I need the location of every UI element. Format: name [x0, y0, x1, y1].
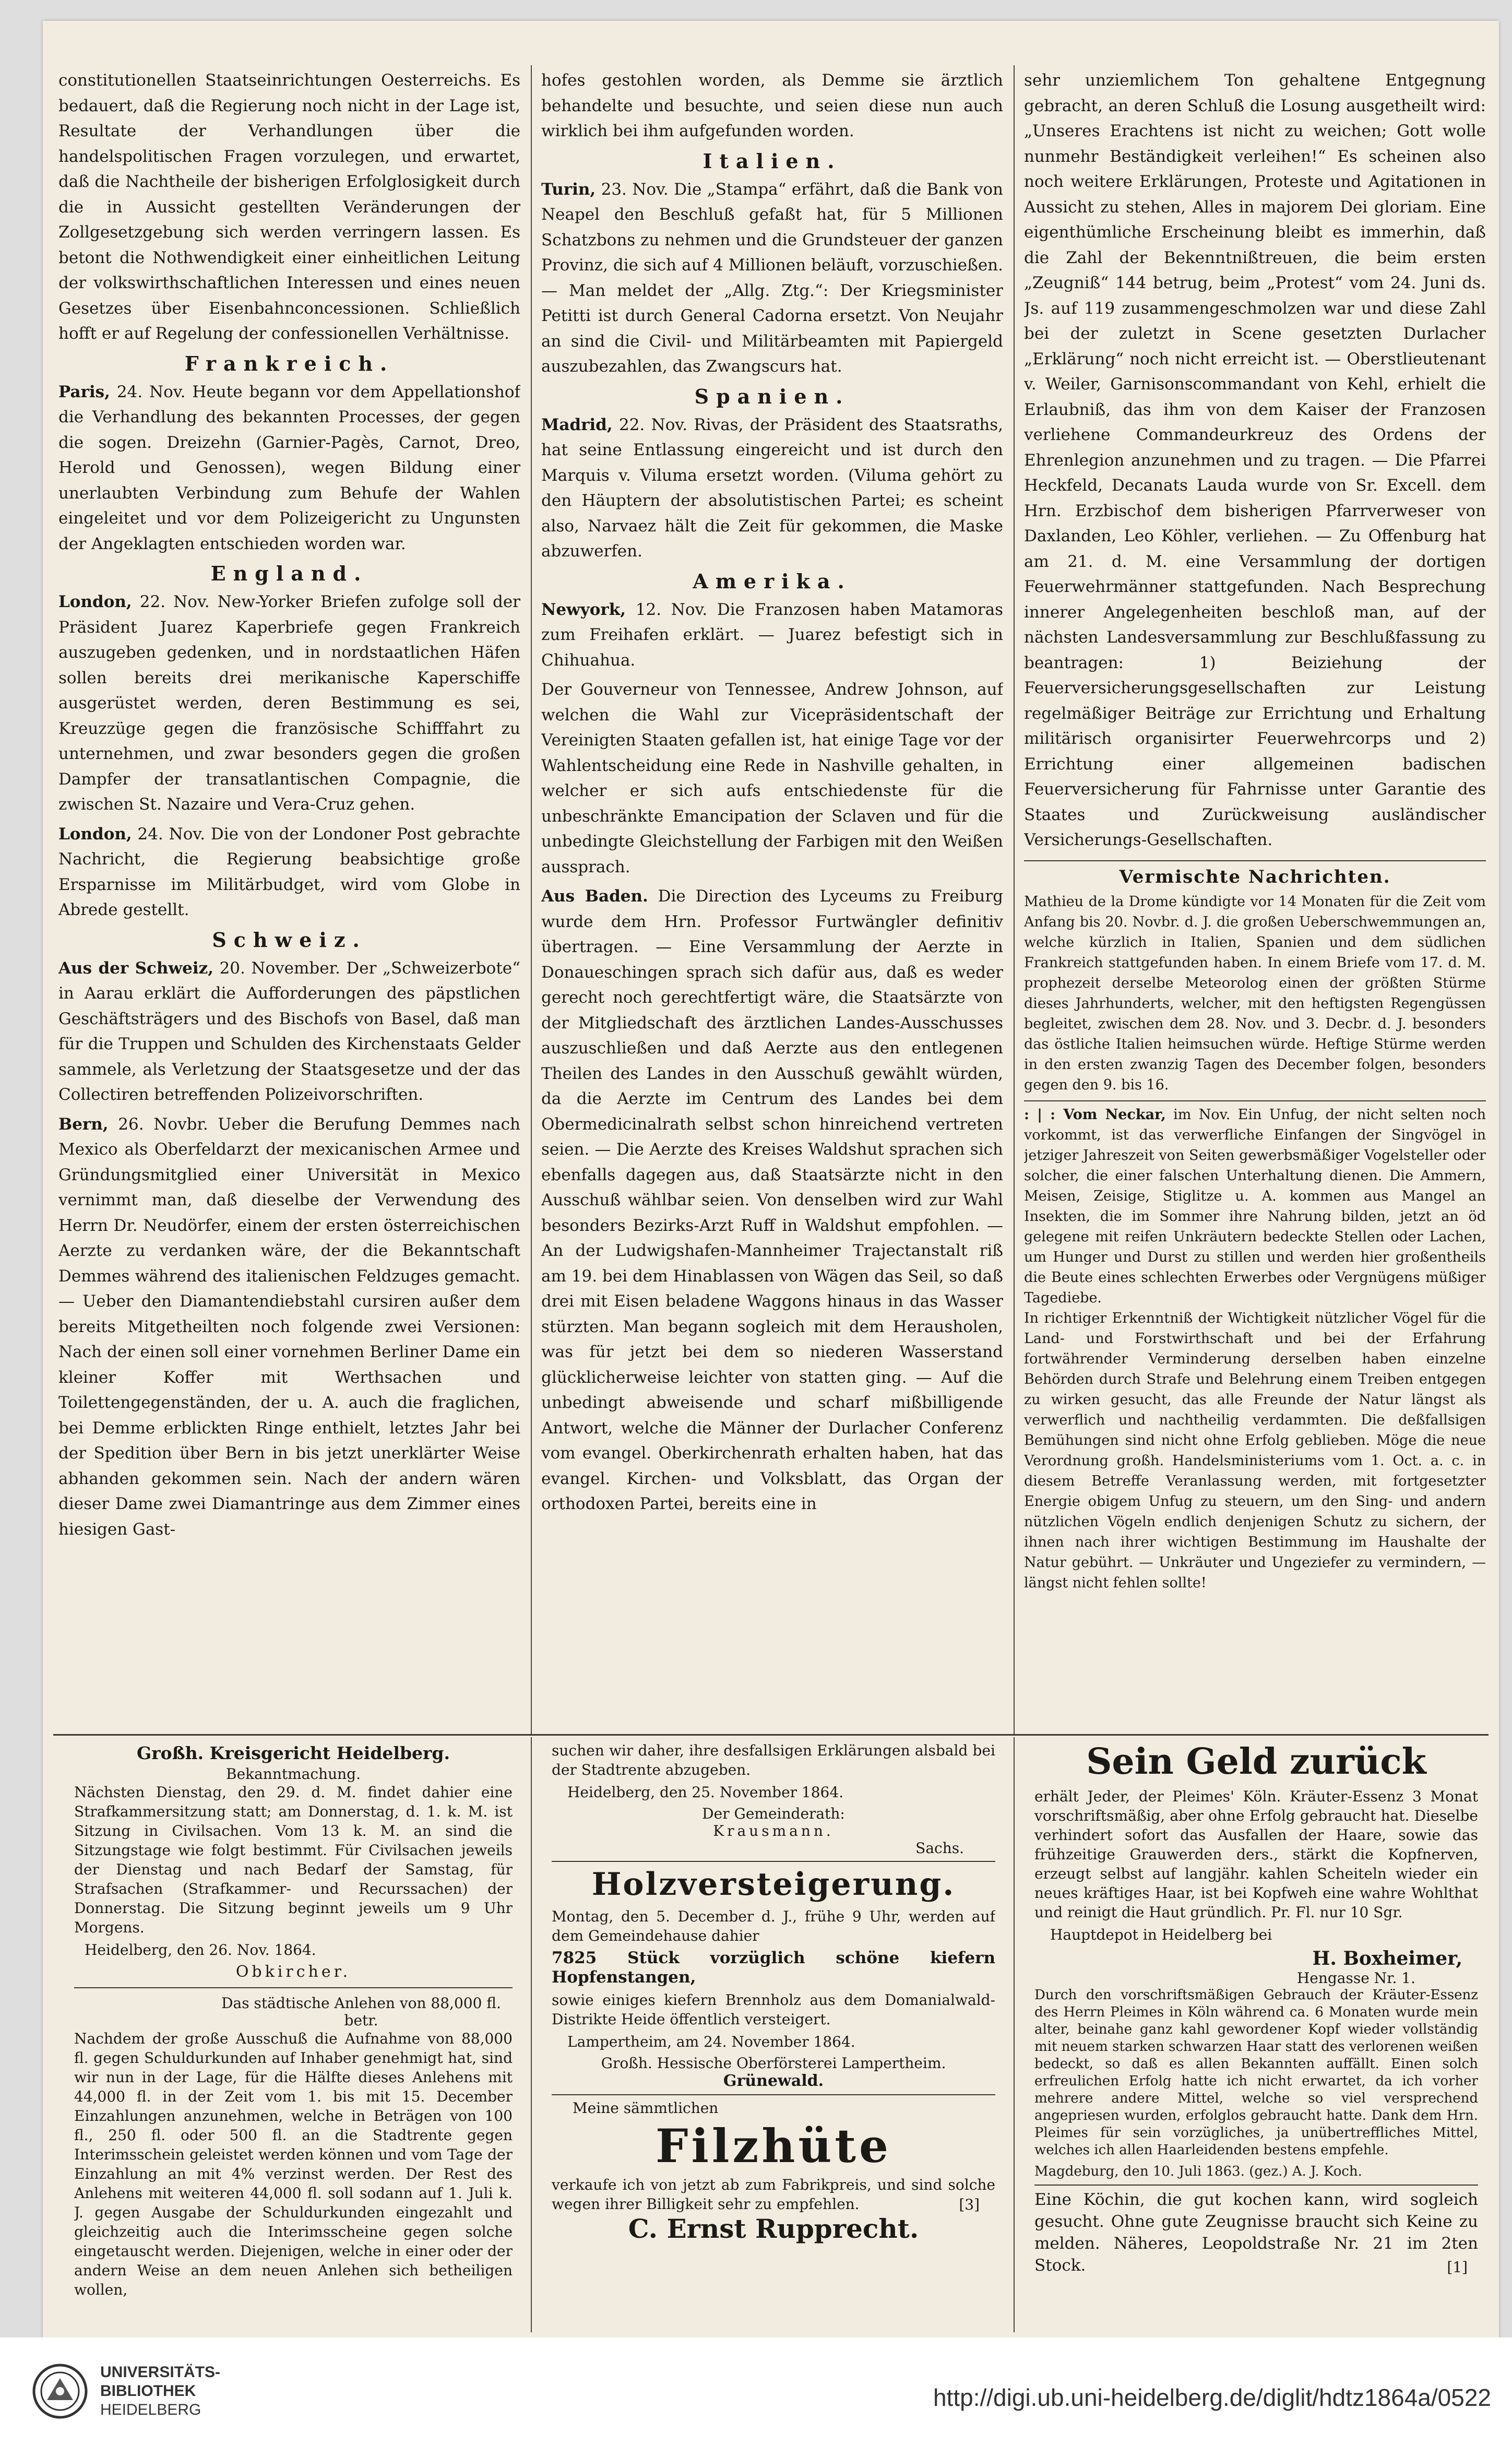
library-name-line: HEIDELBERG: [100, 2401, 201, 2418]
library-name-line: BIBLIOTHEK: [100, 2382, 196, 2400]
ad-signature: Heidelberg, den 25. November 1864.: [567, 1784, 844, 1801]
heading-schweiz: Schweiz.: [212, 928, 367, 952]
article-voegel: In richtiger Erkenntniß der Wichtigkeit nützlicher Vögel für die Land- und Forstwirthschaft und bei der Erfahrung fortwährender Verminderung derselben haben einzelne Behörden durch Strafe und Belehrung einem Treiben entgegen zu wirken gesucht, das alle Freunde der Natur längst als verwerflich und nachtheilig verdammten. Die deßfallsigen Bemühungen sind nicht ohne Erfolg geblieben. Möge die neue Verordnung großh. Handelsministeriums vom 1. Oct. a. c. in diesem Betreffe Veranlassung werden, mit fortgesetzter Energie obigem Unfug zu steuern, um den Sing- und andern nützlichen Vögeln endlich denjenigen Schutz zu sichern, der ihnen nach ihrer wichtigen Bestimmung im Haushalte der Natur gebührt. — Unkräuter und Ungeziefer zu vermindern, — längst nicht fehlen sollte!: [1024, 1310, 1486, 1591]
column-1: [58, 68, 520, 1733]
section-divider: [552, 2094, 995, 2095]
ad-name: Sachs.: [915, 1839, 964, 1857]
section-divider: [1034, 2185, 1478, 2186]
library-logo[interactable]: [31, 2363, 220, 2420]
ad-signature: Magdeburg, den 10. Juli 1863. (gez.) A. J. Koch.: [1034, 2164, 1362, 2179]
ad-column-1: [74, 1741, 513, 2333]
ad-org: Großh. Hessische Oberförsterei Lampertheim.: [601, 2055, 946, 2072]
section-divider: [74, 1987, 513, 1988]
ad-signature: Lampertheim, am 24. November 1864.: [567, 2033, 855, 2050]
article-schweiz: Aus der Schweiz, 20. November. Der „Schweizerbote“ in Aarau erklärt die Aufforderungen des päpstlichen Geschäftsträgers und des Bischofs von Basel, daß man für die Truppen und Schulden des Kirchenstaats Gelder sammele, als Verletzung der Staatsgesetze und der das Collectiren betreffenden Polizeivorschriften.: [58, 958, 520, 1104]
ad-text: Meine sämmtlichen: [573, 2099, 719, 2117]
ad-name: H. Boxheimer,: [1312, 1948, 1462, 1969]
ad-address: Hengasse Nr. 1.: [1296, 1969, 1415, 1987]
column-rule: [1014, 1737, 1015, 2332]
article-madrid: Madrid, 22. Nov. Rivas, der Präsident des Staatsraths, hat seine Entlassung eingereicht und ist durch den Marquis v. Viluma ersetzt worden. (Viluma gehört zu den Häuptern der absolutistischen Partei; es scheint also, Narvaez hält die Zeit für gekommen, die Maske abzuwerfen.: [541, 415, 1003, 561]
article-neckar: : | : Vom Neckar, im Nov. Ein Unfug, der nicht selten noch vorkommt, ist das verwerfliche Einfangen der Singvögel in jetziger Jahreszeit von Seiten gewerbsmäßiger Vogelsteller oder solcher, die einer falschen Unterhaltung dienen. Die Ammern, Meisen, Zeisige, Stiglitze u. A. kommen aus Mangel an Insekten, die im Sommer ihre Nahrung bilden, jetzt an öd gelegene mit reifen Unkräutern bedeckte Stellen oder Lachen, um Hunger und Durst zu stillen und werden hier großentheils die Beute eines schlechten Erwerbes oder Vergnügens müßiger Tagediebe.: [1024, 1106, 1486, 1306]
article-tennessee: Der Gouverneur von Tennessee, Andrew Johnson, auf welchen die Wahl zur Vicepräsidentschaft der Vereinigten Staaten gefallen ist, hat einige Tage vor der Wahlentscheidung eine Rede in Nashville gehalten, in welcher er sich aufs entschiedenste für die unbeschränkte Emancipation der Sclaven und für die unbedingte Gleichstellung der Farbigen mit den Weißen aussprach.: [541, 680, 1003, 876]
heading-england: England.: [210, 562, 368, 585]
section-divider: [1024, 1100, 1486, 1101]
footer-bar: [0, 2337, 1512, 2445]
ad-headline: Filzhüte: [656, 2119, 891, 2173]
ad-column-3: [1034, 1741, 1478, 2333]
ads-separator: [53, 1734, 1489, 1736]
ad-name: Krausmann.: [713, 1822, 834, 1839]
library-seal-icon: [31, 2363, 89, 2420]
library-name-line: UNIVERSITÄTS-: [100, 2364, 221, 2381]
heading-frankreich: Frankreich.: [184, 351, 395, 375]
column-3: [1024, 68, 1486, 1733]
ad-signature: Heidelberg, den 26. Nov. 1864.: [85, 1941, 316, 1959]
ad-text: sowie einiges kiefern Brennholz aus dem Domanialwald-Distrikte Heide öffentlich versteigert.: [552, 1991, 995, 2028]
ad-subtitle: Bekanntmachung.: [226, 1765, 361, 1783]
library-name: [100, 2363, 220, 2419]
ad-text: suchen wir daher, ihre desfallsigen Erklärungen alsbald bei der Stadtrente abzugeben.: [552, 1742, 995, 1778]
ad-role: Der Gemeinderath:: [702, 1805, 845, 1822]
article-bern: Bern, 26. Novbr. Ueber die Berufung Demmes nach Mexico als Oberfeldarzt der mexicanischen Armee und Gründungsmitglied einer Universität in Mexico vernimmt man, daß dieselbe der Verwendung des Herrn Dr. Neudörfer, einem der ersten österreichischen Aerzte zu verdanken wäre, der die Bekanntschaft Demmes während des italienischen Feldzuges gemacht. — Ueber den Diamantendiebstahl cursiren außer dem bereits Mitgetheilten noch folgende zwei Versionen: Nach der einen soll einer vornehmen Berliner Dame ein kleiner Koffer mit Werthsachen und Toilettengegenständen, der u. A. auch die fraglichen, bei Demme erblickten Ringe enthielt, letztes Jahr bei der Spedition über Bern in bis jetzt unerklärter Weise abhanden gekommen sein. Nach der andern wären dieser Dame zwei Diamantringe aus dem Zimmer eines hiesigen Gast-: [58, 1114, 520, 1539]
ad-text: Montag, den 5. December d. J., frühe 9 Uhr, werden auf dem Gemeindehause dahier: [552, 1908, 995, 1944]
ad-number: [1]: [1447, 2259, 1468, 2276]
heading-italien: Italien.: [703, 149, 842, 173]
ad-column-2: [552, 1741, 995, 2333]
ad-title: Großh. Kreisgericht Heidelberg.: [137, 1743, 450, 1763]
ad-text: Eine Köchin, die gut kochen kann, wird sogleich gesucht. Ohne gute Zeugnisse braucht sich Keine zu melden. Näheres, Leopoldstraße Nr. 21 im 2ten Stock.: [1034, 2190, 1478, 2275]
article-baden: Aus Baden. Die Direction des Lyceums zu Freiburg wurde dem Hrn. Professor Furtwängler definitiv übertragen. — Eine Versammlung der Aerzte in Donaueschingen sprach sich dafür aus, daß es weder gerecht noch gerechtfertigt wäre, die Staatsärzte von der Mitgliedschaft des ärztlichen Landes-Ausschusses auszuschließen und daß Aerzte aus den entlegenen Theilen des Landes in den Ausschuß gewählt würden, da die Aerzte im Centrum des Landes bei dem Obermedicinalrath selbst schon hinreichend vertreten seien. — Die Aerzte des Kreises Waldshut sprachen sich ebenfalls dagegen aus, daß Staatsärzte nicht in den Ausschuß wählbar seien. Von denselben wird zur Wahl besonders Bezirks-Arzt Ruff in Waldshut empfohlen. — An der Ludwigshafen-Mannheimer Trajectanstalt riß am 19. bei dem Hinablassen von Wägen das Seil, so daß drei mit Eisen beladene Waggons hinaus in das Wasser stürzten. Man begann sogleich mit dem Herausholen, was für jetzt bei dem so niederen Wasserstand glücklicherweise leichter von statten ging. — Auf die unbedingt abweisende und scharf mißbilligende Antwort, welche die Männer der Durlacher Conferenz vom evangel. Oberkirchenrath erhalten haben, hat das evangel. Kirchen- und Volksblatt, das Organ der orthodoxen Partei, bereits eine in: [541, 887, 1003, 1513]
column-2: [541, 68, 1003, 1733]
ad-text: Durch den vorschriftsmäßigen Gebrauch der Kräuter-Essenz des Herrn Pleimes in Köln während ca. 6 Monaten wurde mein alter, beinahe ganz kahl gewordener Kopf wieder vollständig mit neuem starken schwarzen Haar statt des verlorenen weißen bedeckt, so daß es allen Bekannten auffällt. Einen solch erfreulichen Erfolg hatte ich nicht erwartet, da ich vorher mehrere andere Mittel, welche so viel versprechend angepriesen wurden, erfolglos gebraucht hatte. Dank dem Hrn. Pleimes für sein vorzügliches, ja unübertreffliches Mittel, welches ich allen Haarleidenden bestens empfehle.: [1034, 1987, 1478, 2158]
ad-text: Nachdem der große Ausschuß die Aufnahme von 88,000 fl. gegen Schuldurkunden auf Inhaber genehmigt hat, sind wir nun in der Lage, für die Hälfte dieses Anlehens mit 44,000 fl. in der Zeit vom 1. bis mit 15. December Einzahlungen anzunehmen, welche in Beträgen von 100 fl., 250 fl. oder 500 fl. an die Stadtrente gegen Interimsschein geleistet werden können und vom Tage der Einzahlung an mit 4% verzinst werden. Der Rest des Anlehens mit weiteren 44,000 fl. soll sodann auf 1. Juli k. J. gegen Ausgabe der Schuldurkunden eingezahlt und gleichzeitig auch die Interimsscheine gegen solche eingetauscht werden. Diejenigen, welche in einer oder der andern Weise an dem neuen Anlehen sich betheiligen wollen,: [74, 2030, 513, 2298]
column-rule: [1014, 65, 1015, 1736]
article-oesterreich: constitutionellen Staatseinrichtungen Oesterreichs. Es bedauert, daß die Regierung noch nicht in der Lage ist, Resultate der Verhandlungen über die handelspolitischen Fragen vorzulegen, und erwartet, daß die Nachtheile der bisherigen Erfolglosigkeit durch die in Aussicht gestellten Veränderungen der Zollgesetzgebung sich werden verringern lassen. Es betont die Nothwendigkeit einer einheitlichen Leitung der volkswirthschaftlichen Interessen und eines neuen Gesetzes über Eisenbahnconcessionen. Schließlich hofft er auf Regelung der confessionellen Verhältnisse.: [58, 71, 520, 343]
column-rule: [531, 1737, 532, 2332]
ad-text: Nächsten Dienstag, den 29. d. M. findet dahier eine Strafkammersitzung statt; am Donnerstag, d. 1. k. M. ist Sitzung in Civilsachen. Vom 13 k. M. an sind die Sitzungstage wie folgt bestimmt. Für Civilsachen jeweils der Dienstag und nach Bedarf der Samstag, für Strafsachen (Strafkammer- und Recurssachen) der Donnerstag. Die Sitzung beginnt jeweils um 9 Uhr Morgens.: [74, 1784, 513, 1936]
ad-text: verkaufe ich von jetzt ab zum Fabrikpreis, und sind solche wegen ihrer Billigkeit sehr zu empfehlen.: [552, 2176, 995, 2213]
section-divider: [1024, 860, 1486, 861]
article-paris: Paris, 24. Nov. Heute begann vor dem Appellationshof die Verhandlung des bekannten Processes, der gegen die sogen. Dreizehn (Garnier-Pagès, Carnot, Dreo, Herold und Genossen), wegen Bildung einer unerlaubten Verbindung zum Behufe der Wahlen eingeleitet und vor dem Polizeigericht zu Ungunsten der Angeklagten entschieden worden war.: [58, 382, 520, 553]
ad-number: [3]: [959, 2196, 980, 2213]
article-london-1: London, 22. Nov. New-Yorker Briefen zufolge soll der Präsident Juarez Kaperbriefe gegen Frankreich auszugeben gedenken, und in nordstaatlichen Häfen sollen bereits drei merikanische Kaperschiffe ausgerüstet werden, deren Bestimmung es sei, Kreuzzüge gegen die französische Schifffahrt zu unternehmen, und zwar besonders gegen die großen Dampfer der transatlantischen Compagnie, die zwischen St. Nazaire und Vera-Cruz gehen.: [58, 592, 520, 814]
ad-name: Obkircher.: [235, 1963, 351, 1981]
newspaper-page: [43, 21, 1499, 2337]
article-drome: Mathieu de la Drome kündigte vor 14 Monaten für die Zeit vom Anfang bis 20. Novbr. d. J. die großen Ueberschwemmungen an, welche kürzlich in Italien, Spanien und dem südlichen Frankreich stattgefunden haben. In einem Briefe vom 17. d. M. prophezeit derselbe Meteorolog einen der größten Stürme dieses Jahrhunderts, welcher, mit den heftigsten Regengüssen begleitet, zwischen dem 28. Nov. und 3. Decbr. d. J. besonders das östliche Italien heimsuchen würde. Heftige Stürme werden in den ersten zwanzig Tagen des December folgen, besonders gegen den 9. bis 16.: [1024, 893, 1486, 1093]
article-continued: sehr unziemlichem Ton gehaltene Entgegnung gebracht, an deren Schluß die Losung ausgetheilt wird: „Unseres Erachtens ist nicht zu weichen; Gott wolle nunmehr Beständigkeit verleihen!“ Es scheinen also noch weitere Erklärungen, Proteste und Agitationen in Aussicht zu stehen, Alles in majorem Dei gloriam. Eine eigenthümliche Erscheinung bleibt es immerhin, daß die Zahl der Bekenntnißtreuen, die beim ersten „Zeugniß“ 144 betrug, beim „Protest“ vom 24. Juni ds. Js. auf 119 zusammengeschmolzen war und diese Zahl bei der zuletzt in Scene gesetzten Durlacher „Erklärung“ noch nicht erreicht ist. — Oberstlieutenant v. Weiler, Garnisonscommandant von Kehl, erhielt die Erlaubniß, das ihm von dem Kaiser der Franzosen verliehene Commandeurkreuz des Ordens der Ehrenlegion anzunehmen und zu tragen. — Die Pfarrei Heckfeld, Decanats Lauda wurde von Sr. Excell. dem Hrn. Erzbischof dem bisherigen Pfarrverweser von Daxlanden, Leo Köhler, verliehen. — Zu Offenburg hat am 21. d. M. eine Versammlung der dortigen Feuerwehrmänner stattgefunden. Nach Besprechung innerer Angelegenheiten beschloß man, auf der nächsten Landesversammlung zur Beschlußfassung zu beantragen: 1) Beiziehung der Feuerversicherungsgesellschaften zur Leistung regelmäßiger Beiträge zur Errichtung und Erhaltung militärisch organisirter Feuerwehrcorps und 2) Errichtung einer allgemeinen badischen Feuerversicherung für Fahrnisse unter Garantie des Staates und Zurückweisung ausländischer Versicherungs-Gesellschaften.: [1024, 71, 1486, 849]
article-turin: Turin, 23. Nov. Die „Stampa“ erfährt, daß die Bank von Neapel den Beschluß gefaßt hat, für 5 Millionen Schatzbons zu nehmen und die Grundsteuer der ganzen Provinz, die sich auf 4 Millionen beläuft, vorzuschießen. — Man meldet der „Allg. Ztg.“: Der Kriegsminister Petitti ist durch General Cadorna ersetzt. Von Neujahr an sind die Civil- und Militärbeamten mit Papiergeld auszubezahlen, das Zwangscurs hat.: [541, 180, 1003, 376]
ad-text: erhält Jeder, der Pleimes' Köln. Kräuter-Essenz 3 Monat vorschriftsmäßig, aber ohne Erfolg gebraucht hat. Dieselbe verhindert sofort das Ausfallen der Haare, sowie das frühzeitige Grauwerden ders., stärkt die Kopfnerven, erzeugt selbst auf langjähr. kahlen Scheiteln wieder ein neues kräftiges Haar, ist bei Kopfweh eine wahre Wohlthat und reinigt die Haut gründlich. Pr. Fl. nur 10 Sgr.: [1034, 1788, 1478, 1921]
heading-vermischte: Vermischte Nachrichten.: [1119, 866, 1391, 887]
source-url-link[interactable]: http://digi.ub.uni-heidelberg.de/diglit/hdtz1864a/0522: [933, 2384, 1491, 2411]
ad-title: Das städtische Anlehen von 88,000 fl. betr.: [221, 1995, 501, 2029]
article-newyork: Newyork, 12. Nov. Die Franzosen haben Matamoras zum Freihafen erklärt. — Juarez befestigt sich in Chihuahua.: [541, 600, 1003, 670]
ad-name: Grünewald.: [723, 2072, 824, 2090]
article-continued: hofes gestohlen worden, als Demme sie ärztlich behandelte und besuchte, und seien diese nun auch wirklich bei ihm aufgefunden worden.: [541, 71, 1003, 140]
ad-headline: Sein Geld zurück: [1086, 1741, 1426, 1783]
ad-headline: Holzversteigerung.: [591, 1866, 956, 1903]
column-rule: [531, 65, 532, 1736]
ad-name: C. Ernst Rupprecht.: [628, 2213, 919, 2244]
heading-spanien: Spanien.: [694, 384, 850, 408]
article-london-2: London, 24. Nov. Die von der Londoner Post gebrachte Nachricht, die Regierung beabsichtige große Ersparnisse im Militärbudget, wird vom Globe in Abrede gestellt.: [58, 824, 520, 919]
ad-highlight: 7825 Stück vorzüglich schöne kiefern Hopfenstangen,: [552, 1949, 995, 1987]
heading-amerika: Amerika.: [693, 569, 852, 593]
section-divider: [552, 1861, 995, 1862]
ad-text: Hauptdepot in Heidelberg bei: [1050, 1926, 1272, 1943]
